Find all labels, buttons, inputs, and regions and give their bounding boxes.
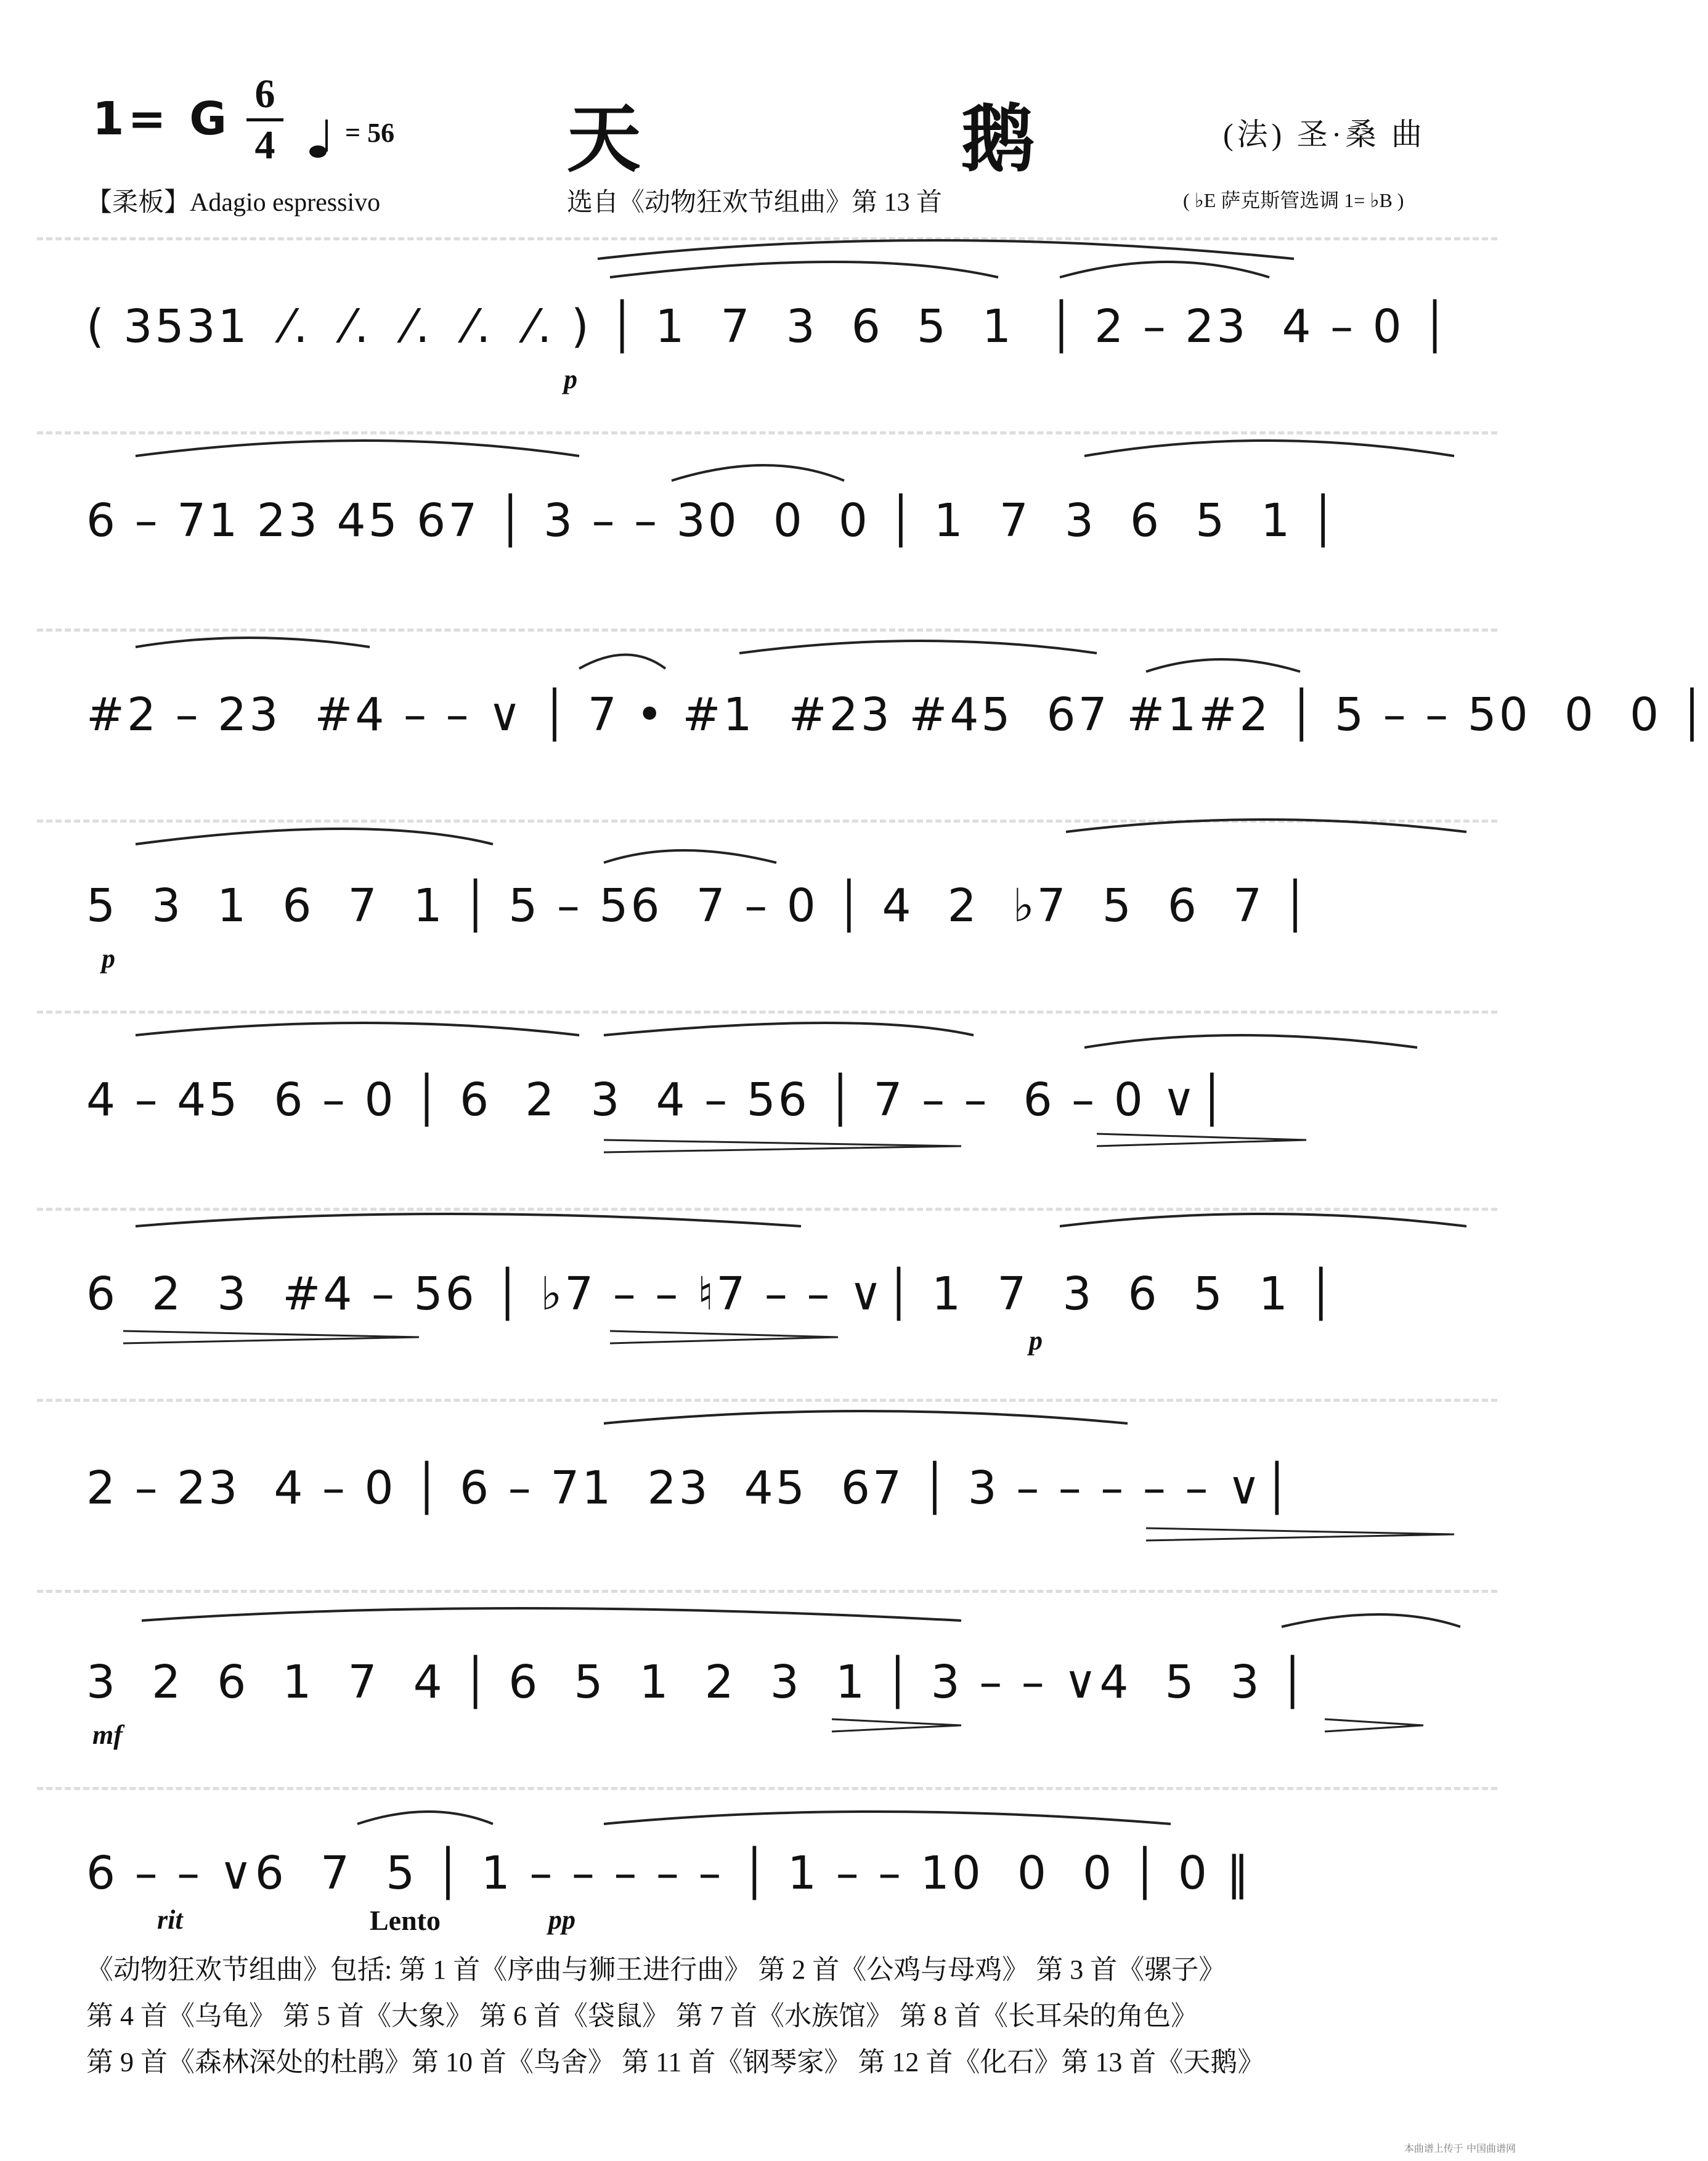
footer-line-1: 《动物狂欢节组曲》包括: 第 1 首《序曲与狮王进行曲》 第 2 首《公鸡与母鸡》 第 3 首《骡子》 xyxy=(86,1955,1226,1985)
dynamic-p-1: p xyxy=(564,364,577,394)
tempo-lento: Lento xyxy=(370,1905,441,1936)
watermark-stamp: 本曲谱上传于 中国曲谱网 xyxy=(1404,2143,1516,2154)
footer-line-2: 第 4 首《乌龟》 第 5 首《大象》 第 6 首《袋鼠》 第 7 首《水族馆》 第 8 首《长耳朵的角色》 xyxy=(86,2001,1198,2031)
transposition-note: ( ♭E 萨克斯管选调 1= ♭B ) xyxy=(1183,189,1404,211)
score-row-8: 3 2 6 1 7 4 │ 6 5 1 2 3 1 │ 3 – – ∨4 5 3 │ xyxy=(86,1656,1309,1709)
composer: (法) 圣·桑 曲 xyxy=(1223,117,1426,152)
dynamic-mf: mf xyxy=(92,1720,123,1750)
dynamic-p-2: p xyxy=(102,943,115,974)
score-row-3: #2 – 23 #4 – – ∨ │ 7 • #1 #23 #45 67 #1#2 │ 5 – – 50 0 0 │ xyxy=(86,688,1708,741)
source-note: 选自《动物狂欢节组曲》第 13 首 xyxy=(567,189,943,217)
tempo-value: = 56 xyxy=(345,118,395,148)
score-row-5: 4 – 45 6 – 0 │ 6 2 3 4 – 56 │ 7 – – 6 – 0 ∨│ xyxy=(86,1073,1229,1126)
score-row-6: 6 2 3 #4 – 56 │ ♭7 – – ♮7 – – ∨│ 1 7 3 6 5 1 │ xyxy=(86,1268,1337,1321)
tempo-marking: 【柔板】Adagio espressivo xyxy=(86,189,381,217)
score-row-9: 6 – – ∨6 7 5 │ 1 – – – – – │ 1 – – 10 0 0 │ 0 ‖ xyxy=(86,1847,1252,1900)
dynamic-rit: rit xyxy=(157,1905,183,1935)
score-row-1: ( 3531 ⁄. ⁄. ⁄. ⁄. ⁄. ) │ 1 7 3 6 5 1 │ 2 – 23 4 – 0 │ xyxy=(86,300,1451,353)
dynamic-pp: pp xyxy=(548,1905,575,1935)
score-row-2: 6 – 71 23 45 67 │ 3 – – 30 0 0 │ 1 7 3 6 5 1 │ xyxy=(86,494,1340,547)
score-row-4: 5 3 1 6 7 1 │ 5 – 56 7 – 0 │ 4 2 ♭7 5 6 7 │ xyxy=(86,879,1312,932)
footer-line-3: 第 9 首《森林深处的杜鹃》第 10 首《鸟舍》 第 11 首《钢琴家》 第 12 首《化石》第 13 首《天鹅》 xyxy=(86,2047,1265,2077)
title-char-1: 天 xyxy=(567,97,641,182)
dynamic-p-3: p xyxy=(1029,1325,1043,1356)
score-row-7: 2 – 23 4 – 0 │ 6 – 71 23 45 67 │ 3 – – – – – ∨│ xyxy=(86,1462,1293,1515)
time-signature-top: 6 xyxy=(254,71,275,116)
time-signature-bottom: 4 xyxy=(246,118,283,166)
key-signature: 1= G xyxy=(92,92,230,145)
title-char-2: 鹅 xyxy=(961,97,1035,182)
